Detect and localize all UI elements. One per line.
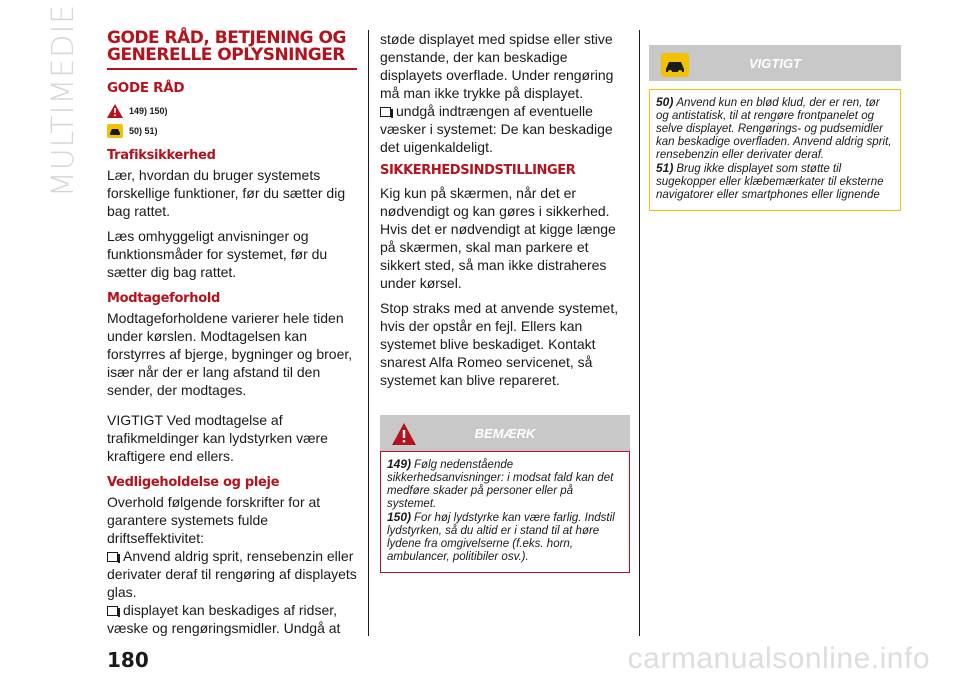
bullet-icon [380, 107, 391, 117]
column-right [649, 45, 901, 211]
note-box-body [649, 89, 901, 211]
subsection-title-traffic: Trafiksikkerhed [107, 148, 216, 163]
column-middle [380, 30, 630, 573]
subsection-title-reception: Modtageforhold [107, 291, 221, 306]
page-title: GODE RÅD, BETJENING OG GENERELLE OPLYSNINGER [107, 30, 357, 70]
paragraph: støde displayet med spidse eller stive genstande, der kan beskadige displayets overflade. Under rengøring må man ikke trykke på displayet. [380, 31, 614, 101]
paragraph: Lær, hvordan du bruger systemets forskellige funktioner, før du sætter dig bag rattet. [107, 167, 346, 219]
side-tab [44, 3, 84, 197]
section-title-gode-raad: GODE RÅD [107, 80, 185, 96]
paragraph: VIGTIGT Ved modtagelse af trafikmeldinger kan lydstyrken være kraftigere end ellers. [107, 412, 328, 464]
note-box-label: BEMÆRK [474, 425, 536, 441]
caution-refs: 50) 51) [129, 126, 158, 136]
bullet-item [107, 547, 357, 601]
bullet-text: Anvend aldrig sprit, rensebenzin eller derivater deraf til rengøring af displayets glas. [107, 548, 357, 600]
note-number: 51) [656, 161, 674, 175]
note-text: Følg nedenstående sikkerhedsanvisninger: i modsat fald kan det medføre skader på personer eller på systemet. [387, 459, 614, 510]
paragraph: Stop straks med at anvende systemet, hvis der opstår en fejl. Ellers kan systemet blive beskadiget. Kontakt snarest Alfa Romeo servicenet, så systemet kan blive repareret. [380, 300, 619, 388]
note-text: Brug ikke displayet som støtte til sugekopper eller klæbemærkater til eksterne navigatorer eller smartphones eller lignende [656, 163, 884, 201]
note-number: 50) [656, 95, 674, 109]
bullet-text: undgå indtrængen af eventuelle væsker i systemet: De kan beskadige det uigenkaldeligt. [380, 103, 613, 155]
caution-ref-row [107, 124, 357, 138]
note-number: 149) [387, 457, 412, 471]
page-number: 180 [107, 648, 149, 672]
warning-ref-row [107, 104, 357, 118]
bullet-icon [107, 552, 118, 562]
note-box-bemaerk [380, 415, 630, 573]
paragraph: Kig kun på skærmen, når det er nødvendigt og kan gøres i sikkerhed. Hvis det er nødvendigt at kigge længe på skærmen, skal man parkere et sikkert sted, så man ikke distraheres under kørsel. [380, 185, 616, 291]
bullet-text: displayet kan beskadiges af ridser, væske og rengøringsmidler. Undgå at [107, 602, 341, 636]
watermark: carmanualsonline.info [627, 642, 930, 675]
section-title-safety: SIKKERHEDSINDSTILLINGER [380, 163, 576, 178]
bullet-icon [107, 606, 118, 616]
paragraph: Modtageforholdene varierer hele tiden under kørslen. Modtagelsen kan forstyrres af bjerge, bygninger og broer, især når der er lang afstand til den sender, der modtages. [107, 310, 353, 398]
bullet-item [107, 601, 357, 637]
side-tab-label: MULTIMEDIE [46, 3, 82, 197]
note-number: 150) [387, 510, 412, 524]
paragraph: Læs omhyggeligt anvisninger og funktionsmåder for systemet, før du sætter dig bag rattet. [107, 228, 328, 280]
note-box-header [380, 415, 630, 451]
caution-car-icon [107, 124, 123, 138]
column-left [107, 30, 357, 637]
bullet-item [380, 102, 630, 156]
note-box-vigtigt [649, 45, 901, 211]
note-box-label: VIGTIGT [749, 55, 801, 71]
caution-car-icon [661, 53, 689, 77]
subsection-title-care: Vedligeholdelse og pleje [107, 475, 280, 490]
column-divider [639, 30, 640, 636]
column-divider [368, 30, 369, 636]
warning-icon [392, 423, 416, 445]
note-box-header [649, 45, 901, 81]
warning-refs: 149) 150) [129, 106, 168, 116]
note-box-body [380, 451, 630, 573]
warning-icon [107, 104, 123, 118]
note-text: Anvend kun en blød klud, der er ren, tør og antistatisk, til at rengøre frontpanelet og selve displayet. Rengørings- og pudsemidler kan beskadige overfladen. Anvend aldrig sprit, rensebenzin eller derivater deraf. [656, 97, 892, 161]
note-text: For høj lydstyrke kan være farlig. Indstil lydstyrken, så du altid er i stand til at høre lydene fra omgivelserne (f.eks. horn, ambulancer, politibiler osv.). [387, 512, 615, 563]
paragraph: Overhold følgende forskrifter for at garantere systemets fulde driftseffektivitet: [107, 494, 321, 546]
